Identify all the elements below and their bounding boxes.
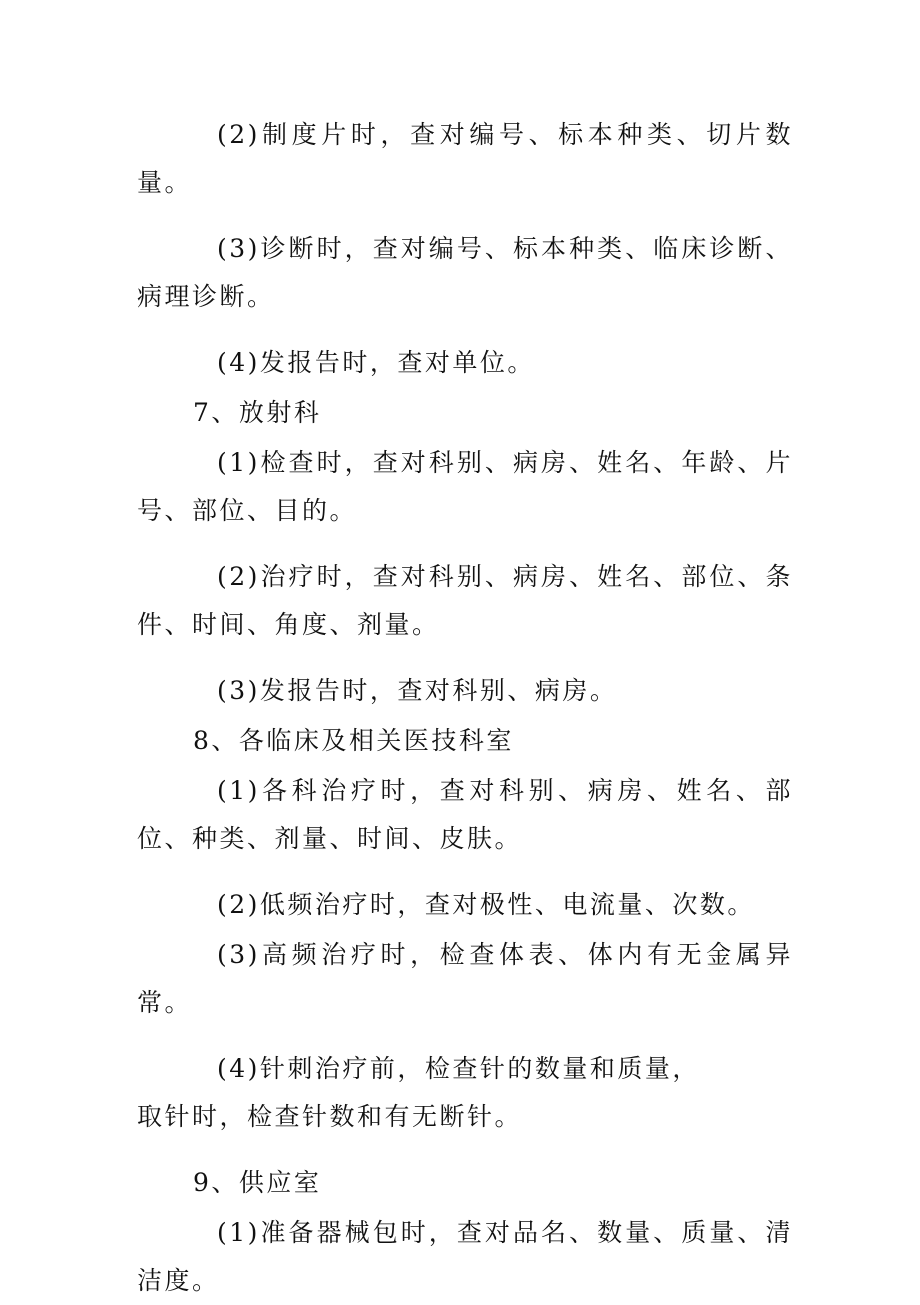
paragraph-radiology-exam-check: (1)检查时，查对科别、病房、姓名、年龄、片号、部位、目的。 (137, 448, 793, 525)
paragraph-radiology-treatment-check: (2)治疗时，查对科别、病房、姓名、部位、条件、时间、角度、剂量。 (137, 562, 793, 639)
document-body (137, 111, 793, 1305)
paragraph-supply-package-check: (1)准备器械包时，查对品名、数量、质量、清洁度。 (137, 1218, 793, 1295)
paragraph-low-frequency-check: (2)低频治疗时，查对极性、电流量、次数。 (217, 890, 755, 919)
paragraph-acupuncture-check-line2: 取针时，检查针数和有无断针。 (137, 1102, 523, 1131)
paragraph-acupuncture-check-line1: (4)针刺治疗前，检查针的数量和质量， (217, 1054, 700, 1083)
paragraph-pathology-diagnosis-check: (3)诊断时，查对编号、标本种类、临床诊断、病理诊断。 (137, 234, 793, 311)
paragraph-pathology-report-check: (4)发报告时，查对单位。 (217, 348, 535, 377)
paragraph-clinical-treatment-check: (1)各科治疗时，查对科别、病房、姓名、部位、种类、剂量、时间、皮肤。 (137, 776, 793, 853)
paragraph-high-frequency-check: (3)高频治疗时，检查体表、体内有无金属异常。 (137, 940, 793, 1017)
section-heading-supply-room: 9、供应室 (193, 1168, 322, 1197)
paragraph-radiology-report-check: (3)发报告时，查对科别、病房。 (217, 676, 618, 705)
section-heading-radiology: 7、放射科 (193, 398, 322, 427)
paragraph-pathology-slide-check: (2)制度片时，查对编号、标本种类、切片数量。 (137, 120, 793, 197)
section-heading-clinical-depts: 8、各临床及相关医技科室 (193, 726, 514, 755)
